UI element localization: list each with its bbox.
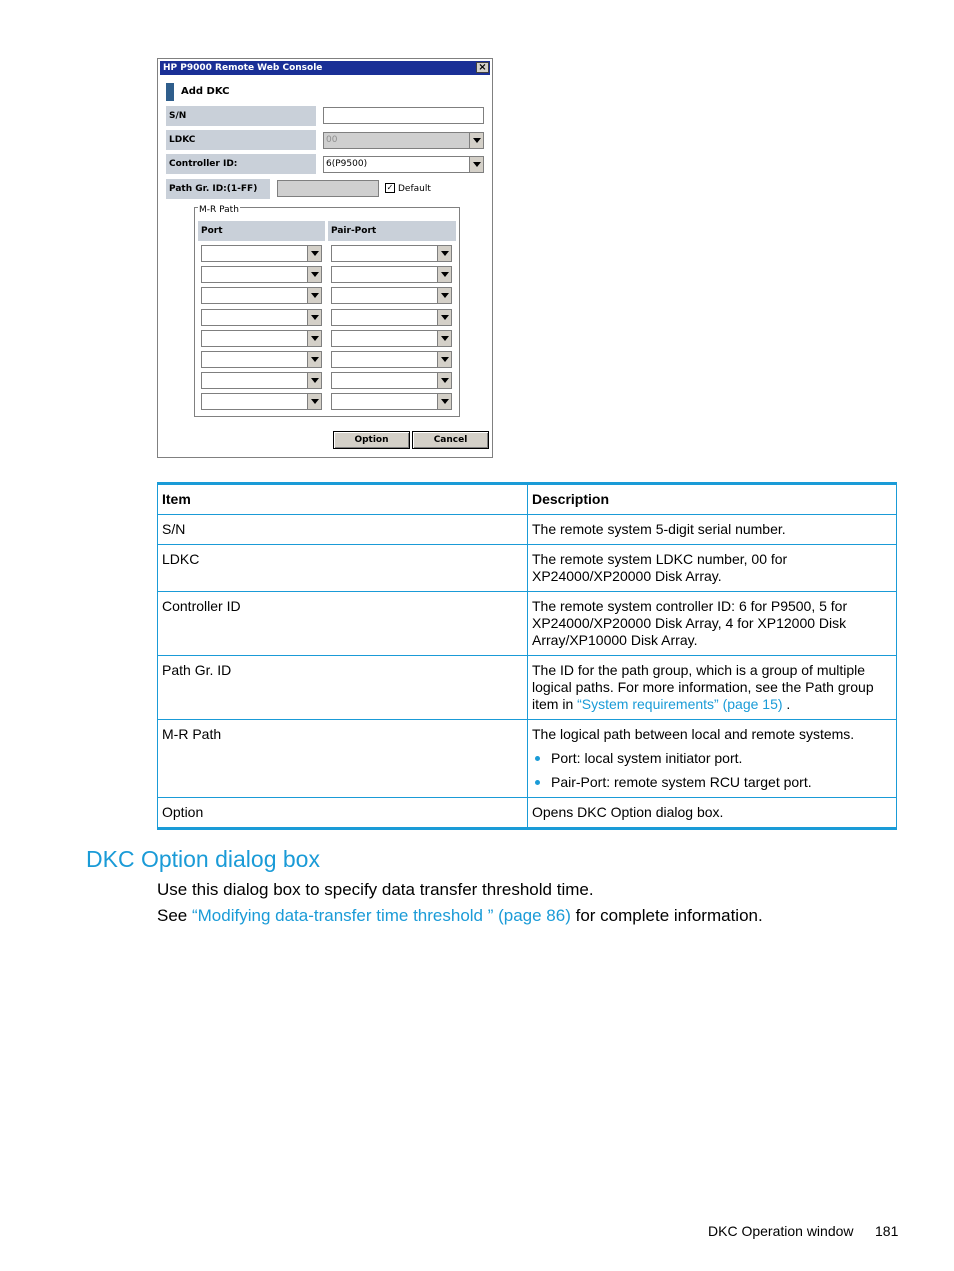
ldkc-dropdown[interactable] [323,132,484,149]
description-cell [528,720,897,798]
pair-port-dropdown[interactable] [331,372,452,389]
default-label: Default [398,184,431,194]
chevron-down-icon [469,157,483,172]
sn-label: S/N [166,106,316,126]
port-column-header: Port [198,221,325,241]
description-cell: Opens DKC Option dialog box. [528,798,897,829]
pair-port-dropdown[interactable] [331,393,452,410]
table-row [158,798,897,829]
chevron-down-icon [469,133,483,148]
chevron-down-icon [437,267,451,282]
item-column-header: Item [158,484,528,515]
mr-path-title: M-R Path [199,205,239,215]
section-paragraph-2 [157,906,763,926]
chevron-down-icon [307,267,321,282]
chevron-down-icon [307,310,321,325]
section-paragraph-1: Use this dialog box to specify data transfer threshold time. [157,880,594,899]
pair-port-dropdown[interactable] [331,330,452,347]
description-cell: The remote system 5-digit serial number. [528,515,897,545]
item-cell: Controller ID [158,592,528,656]
port-dropdown[interactable] [201,393,322,410]
system-requirements-link[interactable]: “System requirements” (page 15) [577,696,783,712]
chevron-down-icon [437,331,451,346]
controller-id-dropdown[interactable] [323,156,484,173]
port-dropdown[interactable] [201,245,322,262]
table-header-row [158,484,897,515]
port-dropdown[interactable] [201,351,322,368]
chevron-down-icon [307,288,321,303]
cancel-button[interactable]: Cancel [412,431,489,449]
table-row [158,545,897,592]
description-text: The ID for the path group, which is a group of multiple logical paths. For more information, see the Path group item in [532,662,874,712]
table-row [158,656,897,720]
item-cell: S/N [158,515,528,545]
dialog-header: Add DKC [181,86,230,97]
chevron-down-icon [437,373,451,388]
description-text: The logical path between local and remote systems. [532,726,855,742]
pair-port-dropdown[interactable] [331,351,452,368]
item-cell: M-R Path [158,720,528,798]
path-group-id-input[interactable] [277,180,379,197]
add-dkc-dialog [157,58,493,458]
chevron-down-icon [307,352,321,367]
controller-id-value: 6(P9500) [326,159,368,169]
chevron-down-icon [307,246,321,261]
default-checkbox[interactable]: ✓ [386,183,394,192]
port-dropdown[interactable] [201,372,322,389]
table-row [158,720,897,798]
para2-text: See [157,906,192,925]
close-icon[interactable]: × [476,62,489,73]
chevron-down-icon [437,394,451,409]
chevron-down-icon [307,394,321,409]
table-row [158,592,897,656]
para2-text-end: for complete information. [570,906,763,925]
table-row [158,515,897,545]
item-cell: LDKC [158,545,528,592]
chevron-down-icon [437,352,451,367]
ldkc-value: 00 [326,135,338,145]
pair-port-dropdown[interactable] [331,287,452,304]
dialog-title: HP P9000 Remote Web Console [163,63,323,73]
port-dropdown[interactable] [201,309,322,326]
footer-page-number: 181 [875,1223,899,1239]
modifying-threshold-link[interactable]: “Modifying data-transfer time threshold ” (page 86) [191,906,571,925]
chevron-down-icon [307,373,321,388]
port-dropdown[interactable] [201,330,322,347]
port-dropdown[interactable] [201,266,322,283]
item-cell: Path Gr. ID [158,656,528,720]
dialog-titlebar [160,61,490,75]
description-cell [528,656,897,720]
description-cell: The remote system controller ID: 6 for P9500, 5 for XP24000/XP20000 Disk Array, 4 for XP12000 Disk Array/XP10000 Disk Array. [528,592,897,656]
chevron-down-icon [437,310,451,325]
controller-id-label: Controller ID: [166,154,316,174]
chevron-down-icon [307,331,321,346]
chevron-down-icon [437,246,451,261]
description-column-header: Description [528,484,897,515]
path-group-id-label: Path Gr. ID:(1-FF) [166,179,270,199]
item-description-table [157,482,897,830]
footer-section-name: DKC Operation window [708,1223,854,1239]
bullet-item-pair-port: Pair-Port: remote system RCU target port. [532,774,891,791]
item-cell: Option [158,798,528,829]
pair-port-column-header: Pair-Port [328,221,456,241]
pair-port-dropdown[interactable] [331,309,452,326]
port-dropdown[interactable] [201,287,322,304]
ldkc-label: LDKC [166,130,316,150]
section-title: DKC Option dialog box [86,846,320,872]
chevron-down-icon [437,288,451,303]
description-text-end: . [782,696,791,712]
pair-port-dropdown[interactable] [331,245,452,262]
bullet-item-port: Port: local system initiator port. [532,750,891,767]
description-cell: The remote system LDKC number, 00 for XP24000/XP20000 Disk Array. [528,545,897,592]
sn-input[interactable] [323,107,484,124]
option-button[interactable]: Option [333,431,410,449]
header-accent-bar [166,83,174,101]
pair-port-dropdown[interactable] [331,266,452,283]
